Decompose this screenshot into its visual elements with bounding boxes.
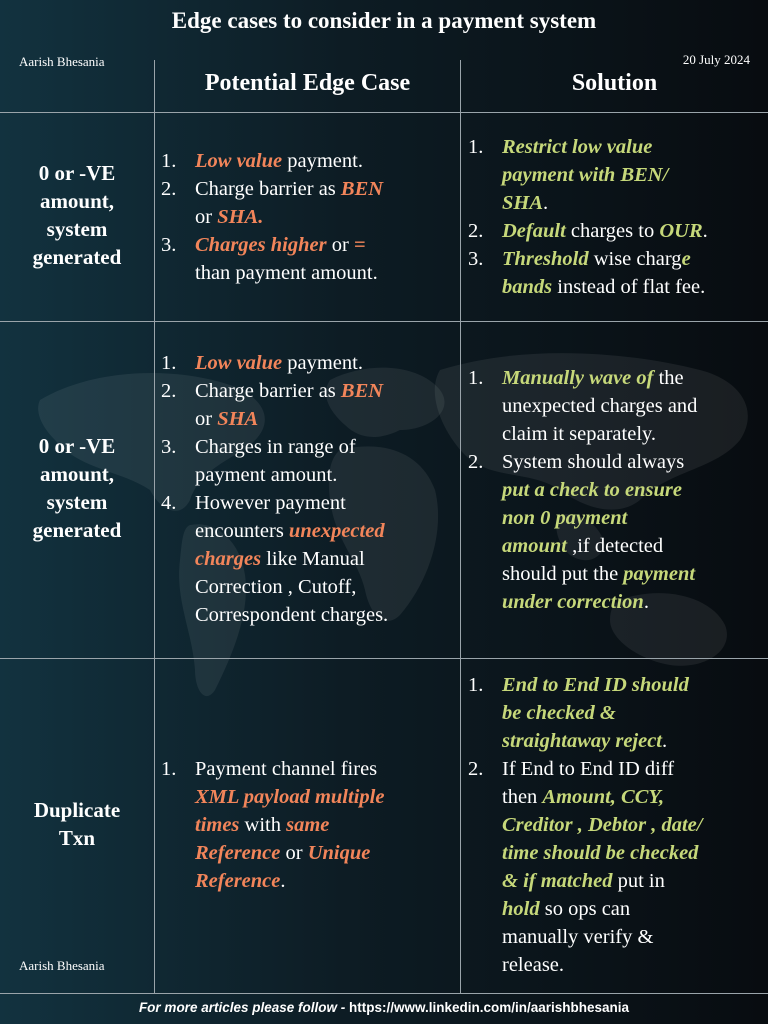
highlight-text: unexpected [288,520,385,542]
list-text: payment. [282,150,363,172]
footer-lead-text: For more articles please follow - [138,1000,349,1015]
list-text: . [662,730,668,752]
list-item [161,147,456,175]
list-text: Charges in range of [195,436,356,458]
list-item [468,755,766,979]
list-item-number: 1. [161,352,177,374]
grid-line-horizontal-4 [0,993,768,994]
row-label-3 [0,796,154,852]
grid-line-horizontal-2 [0,321,768,322]
list-text: claim it separately. [502,423,657,445]
list-text: . [643,591,649,613]
highlight-text: Charges higher [195,234,327,256]
column-header-solution: Solution [571,70,658,96]
list-text: manually verify & [502,926,654,948]
list-text: the [653,367,684,389]
list-item-number: 2. [468,451,484,473]
highlight-text: BEN [340,178,384,200]
highlight-text: put a check to ensure [502,479,682,501]
highlight-text: bands [502,276,553,298]
list-text: However payment [195,492,346,514]
highlight-text: payment [623,563,696,585]
row-label-line: 0 or -VE [38,434,116,458]
list-item [468,448,766,616]
list-item [161,231,456,287]
list-item [161,433,456,489]
highlight-text: charges [195,548,262,570]
list-text: wise charg [588,248,682,270]
list-text: release. [502,954,565,976]
linkedin-link[interactable]: https://www.linkedin.com/in/aarishbhesania [349,1000,630,1015]
list-text: Correspondent charges. [195,604,389,626]
highlight-text: same [286,814,330,836]
list-text: payment amount. [195,464,338,486]
list-text: encounters [195,520,289,542]
list-item [468,133,766,217]
list-item-number: 3. [468,248,484,270]
list-item [161,755,456,895]
highlight-text: hold [502,898,540,920]
list-text: . [702,220,708,242]
list-text: Charge barrier as [195,178,341,200]
edge-case-list-3 [161,755,456,895]
row-label-line: amount, [39,189,115,213]
row-label-line: 0 or -VE [38,161,116,185]
highlight-text: Default [502,220,566,242]
highlight-text: non 0 payment [502,507,628,529]
highlight-text: Creditor , Debtor , date/ [502,814,703,836]
list-text: System should always [502,451,685,473]
row-label-line: system [46,490,108,514]
highlight-text: Unique [307,842,371,864]
list-text: with [239,814,287,836]
grid-line-vertical-1 [154,60,155,994]
edge-case-list-2 [161,349,456,629]
list-text: . [543,192,549,214]
list-text: or [195,206,218,228]
highlight-text: times [195,814,240,836]
highlight-text: = [353,234,366,256]
list-text: Payment channel fires [195,758,378,780]
list-item [161,349,456,377]
highlight-text: SHA [502,192,544,214]
list-item-number: 1. [161,150,177,172]
highlight-text: Amount, CCY, [542,786,665,808]
list-text: charges to [565,220,660,242]
row-label-line: generated [32,518,122,542]
highlight-text: SHA [217,408,259,430]
list-item-number: 2. [468,758,484,780]
list-text: then [502,786,543,808]
list-text: so ops can [539,898,631,920]
list-item [161,377,456,433]
list-item [468,671,766,755]
highlight-text: XML payload multiple [195,786,385,808]
list-text: unexpected charges and [502,395,698,417]
solution-list-1 [468,133,766,301]
highlight-text: e [681,248,691,270]
highlight-text: time should be checked [502,842,699,864]
list-item-number: 4. [161,492,177,514]
list-item-number: 1. [468,136,484,158]
highlight-text: Manually wave of [502,367,654,389]
footer-follow-note [0,1000,768,1015]
grid-line-horizontal-1 [0,112,768,113]
row-label-line: amount, [39,462,115,486]
list-item-number: 3. [161,436,177,458]
row-label-2 [0,432,154,544]
highlight-text: Threshold [502,248,589,270]
highlight-text: End to End ID should [502,674,689,696]
highlight-text: under correction [502,591,644,613]
highlight-text: amount [502,535,567,557]
highlight-text: Restrict low value [502,136,653,158]
highlight-text: Reference [195,870,281,892]
highlight-text: straightaway reject [502,730,663,752]
list-text: payment. [282,352,363,374]
list-text: instead of flat fee. [552,276,706,298]
list-item-number: 2. [161,178,177,200]
highlight-text: payment with BEN/ [502,164,669,186]
list-text: should put the [502,563,624,585]
list-item [161,175,456,231]
row-label-1 [0,159,154,271]
list-text: . [280,870,286,892]
list-item [468,364,766,448]
list-text: or [326,234,354,256]
list-item-number: 1. [468,367,484,389]
list-item [468,217,766,245]
author-name-bottom: Aarish Bhesania [19,958,105,973]
highlight-text: be checked & [502,702,616,724]
solution-list-2 [468,364,766,616]
publish-date: 20 July 2024 [682,52,750,67]
highlight-text: BEN [340,380,384,402]
list-text: ,if detected [566,535,664,557]
list-text: or [195,408,218,430]
list-item [161,489,456,629]
highlight-text: Reference [195,842,281,864]
grid-line-horizontal-3 [0,658,768,659]
list-text: like Manual [261,548,365,570]
row-label-line: system [46,217,108,241]
highlight-text: Low value [195,150,283,172]
list-item-number: 3. [161,234,177,256]
solution-list-3 [468,671,766,979]
list-item [468,245,766,301]
highlight-text: SHA. [217,206,264,228]
list-text: put in [612,870,665,892]
highlight-text: OUR [659,220,703,242]
row-label-line: generated [32,245,122,269]
author-name: Aarish Bhesania [19,54,105,69]
list-item-number: 1. [161,758,177,780]
highlight-text: Low value [195,352,283,374]
edge-case-list-1 [161,147,456,287]
list-item-number: 1. [468,674,484,696]
list-text: or [280,842,308,864]
page-title: Edge cases to consider in a payment system [171,8,597,33]
list-text: than payment amount. [195,262,378,284]
highlight-text: & if matched [502,870,613,892]
column-header-edge-case: Potential Edge Case [204,70,411,96]
list-item-number: 2. [468,220,484,242]
row-label-line: Txn [58,826,96,850]
grid-line-vertical-2 [460,60,461,994]
list-text: Correction , Cutoff, [195,576,357,598]
row-label-line: Duplicate [33,798,121,822]
list-text: Charge barrier as [195,380,341,402]
list-text: If End to End ID diff [502,758,675,780]
list-item-number: 2. [161,380,177,402]
